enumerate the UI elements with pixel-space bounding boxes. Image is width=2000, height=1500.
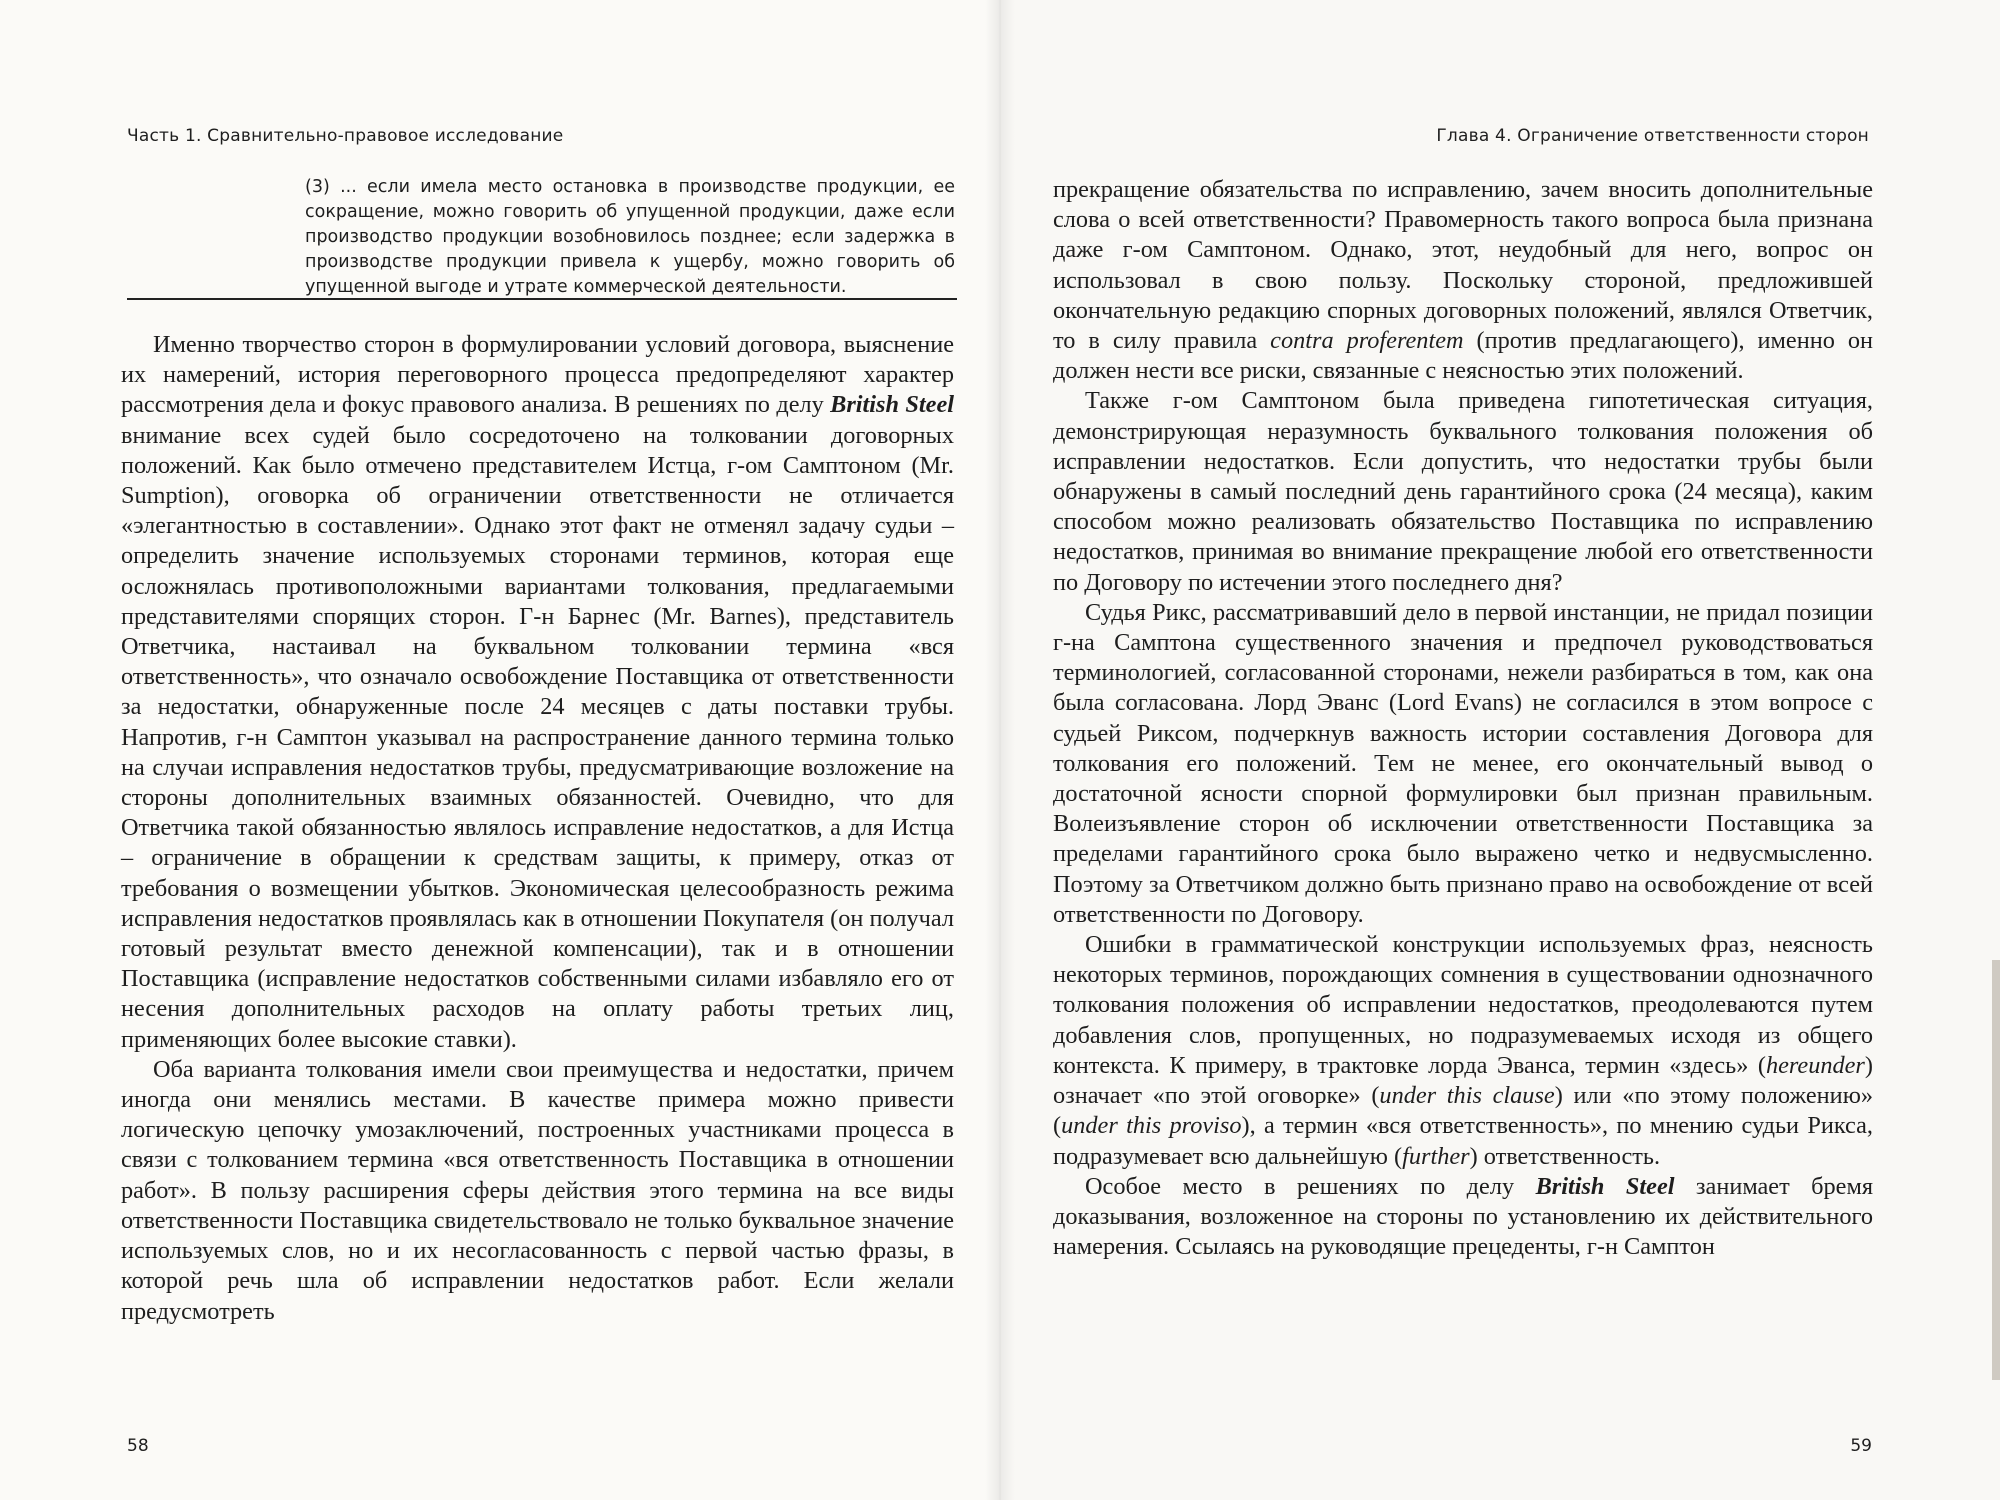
paragraph: Также г-ом Самптоном была приведена гипотетическая ситуация, демонстрирующая неразумность буквального толкования положения об исправлении недостатков. Если допустить, что недостатки трубы были обнаружены в самый последний день гарантийного срока (24 месяца), каким способом можно реализовать обязательство Поставщика по исправлению недостатков, принимая во внимание прекращение любой его ответственности по Договору по истечении этого последнего дня?	[1053, 387, 1873, 596]
english-term: hereunder	[1765, 1051, 1865, 1079]
text-run: Ошибки в грамматической конструкции используемых фраз, неясность некоторых терминов, порождающих сомнения в существовании однозначного толкования положения об исправлении недостатков, преодолеваются путем добавления слов, пропущенных, но подразумеваемых исходя из общего контекста. К примеру, в трактовке лорда Эванса, термин «здесь» (	[1053, 931, 1873, 1079]
text-run: ) ответственность.	[1469, 1142, 1661, 1170]
paragraph	[121, 330, 954, 1055]
case-name: British Steel	[830, 391, 954, 419]
text-run: ) или «по этому положению» (	[1053, 1082, 1873, 1140]
case-name: British Steel	[1535, 1172, 1675, 1200]
right-running-head: Глава 4. Ограничение ответственности сторон	[1436, 126, 1869, 146]
text-run: занимает бремя доказывания, возложенное на стороны по установлению их действительного намерения. Ссылаясь на руководящие прецеденты, г-н Самптон	[1053, 1172, 1874, 1261]
english-term: further	[1402, 1142, 1470, 1170]
english-term: under this clause	[1379, 1082, 1555, 1110]
text-run: ) означает «по этой оговорке» (	[1053, 1051, 1873, 1110]
block-quote: (3) ... если имела место остановка в производстве продукции, ее сокращение, можно говорить об упущенной продукции, даже если производство продукции возобновилось позднее; если задержка в производстве продукции привела к ущербу, можно говорить об упущенной выгоде и утрате коммерческой деятельности.	[305, 177, 955, 297]
book-spine-shadow	[985, 0, 1015, 1500]
paragraph-continued	[1053, 175, 1873, 386]
left-body-text	[121, 330, 954, 1327]
page-number-left: 58	[127, 1436, 149, 1456]
text-run: ), а термин «вся ответственность», по мнению судьи Рикса, подразумевает всю дальнейшую (	[1053, 1112, 1873, 1170]
page-edge	[1992, 960, 2000, 1380]
left-running-head: Часть 1. Сравнительно-правовое исследование	[127, 126, 564, 146]
text-run: прекращение обязательства по исправлению, зачем вносить дополнительные слова о всей ответственности? Правомерность такого вопроса была признана даже г-ом Самптоном. Однако, этот, неудобный для него, вопрос он использовал в свою пользу. Поскольку стороной, предложившей окончательную редакцию спорных договорных положений, являлся Ответчик, то в силу правила	[1053, 176, 1873, 355]
paragraph: Оба варианта толкования имели свои преимущества и недостатки, причем иногда они менялись местами. В качестве примера можно привести логическую цепочку умозаключений, построенных участниками процесса в связи с толкованием термина «вся ответственность Поставщика в отношении работ». В пользу расширения сферы действия этого термина на все виды ответственности Поставщика свидетельствовало не только буквальное значение используемых слов, но и их несогласованность с первой частью фразы, в которой речь шла об исправлении недостатков работ. Если желали предусмотреть	[121, 1055, 954, 1325]
latin-term: contra proferentem	[1270, 327, 1464, 355]
text-run: Особое место в решениях по делу	[1085, 1172, 1536, 1200]
paragraph	[1053, 1172, 1873, 1263]
right-body-text	[1053, 175, 1873, 1262]
paragraph: Судья Рикс, рассматривавший дело в первой инстанции, не придал позиции г-на Самптона существенного значения и предпочел руководствоваться терминологией, согласованной сторонами, нежели разбираться в том, как она была согласована. Лорд Эванс (Lord Evans) не согласился в этом вопросе с судьей Риксом, подчеркнув важность истории составления Договора для толкования его положений. Тем не менее, его окончательный вывод о достаточной ясности спорной формулировки был признан правильным. Волеизъявление сторон об исключении ответственности Поставщика за пределами гарантийного срока было выражено четко и недвусмысленно. Поэтому за Ответчиком должно быть признано право на освобождение от всей ответственности по Договору.	[1053, 598, 1873, 928]
text-run: внимание всех судей было сосредоточено на толковании договорных положений. Как было отмечено представителем Истца, г-ом Самптоном (Mr. Sumption), оговорка об ограничении ответственности не отличается «элегантностью в составлении». Однако этот факт не отменял задачу судьи – определить значение используемых сторонами терминов, которая еще осложнялась противоположными вариантами толкования, предлагаемыми представителями спорящих сторон. Г-н Барнес (Mr. Barnes), представитель Ответчика, настаивал на буквальном толковании термина «вся ответственность», что означало освобождение Поставщика от ответственности за недостатки, обнаруженные после 24 месяцев с даты поставки трубы. Напротив, г-н Самптон указывал на распространение данного термина только на случаи исправления недостатков трубы, предусматривающие возложение на стороны дополнительных взаимных обязанностей. Очевидно, что для Ответчика такой обязанностью являлось исправление недостатков, а для Истца – ограничение в обращении к средствам защиты, к примеру, отказ от требования о возмещении убытков. Экономическая целесообразность режима исправления недостатков проявлялась как в отношении Покупателя (он получал готовый результат вместо денежной компенсации), так и в отношении Поставщика (исправление недостатков собственными силами избавляло его от несения дополнительных расходов на оплату работы третьих лиц, применяющих более высокие ставки).	[121, 421, 954, 1053]
page-number-right: 59	[1850, 1436, 1872, 1456]
text-run: Именно творчество сторон в формулировании условий договора, выяснение их намерений, история переговорного процесса предопределяют характер рассмотрения дела и фокус правового анализа. В решениях по делу	[121, 331, 954, 419]
text-run: (против предлагающего), именно он должен нести все риски, связанные с неясностью этих положений.	[1053, 327, 1873, 385]
quote-divider	[127, 298, 957, 300]
english-term: under this proviso	[1061, 1112, 1242, 1140]
paragraph	[1053, 930, 1873, 1172]
